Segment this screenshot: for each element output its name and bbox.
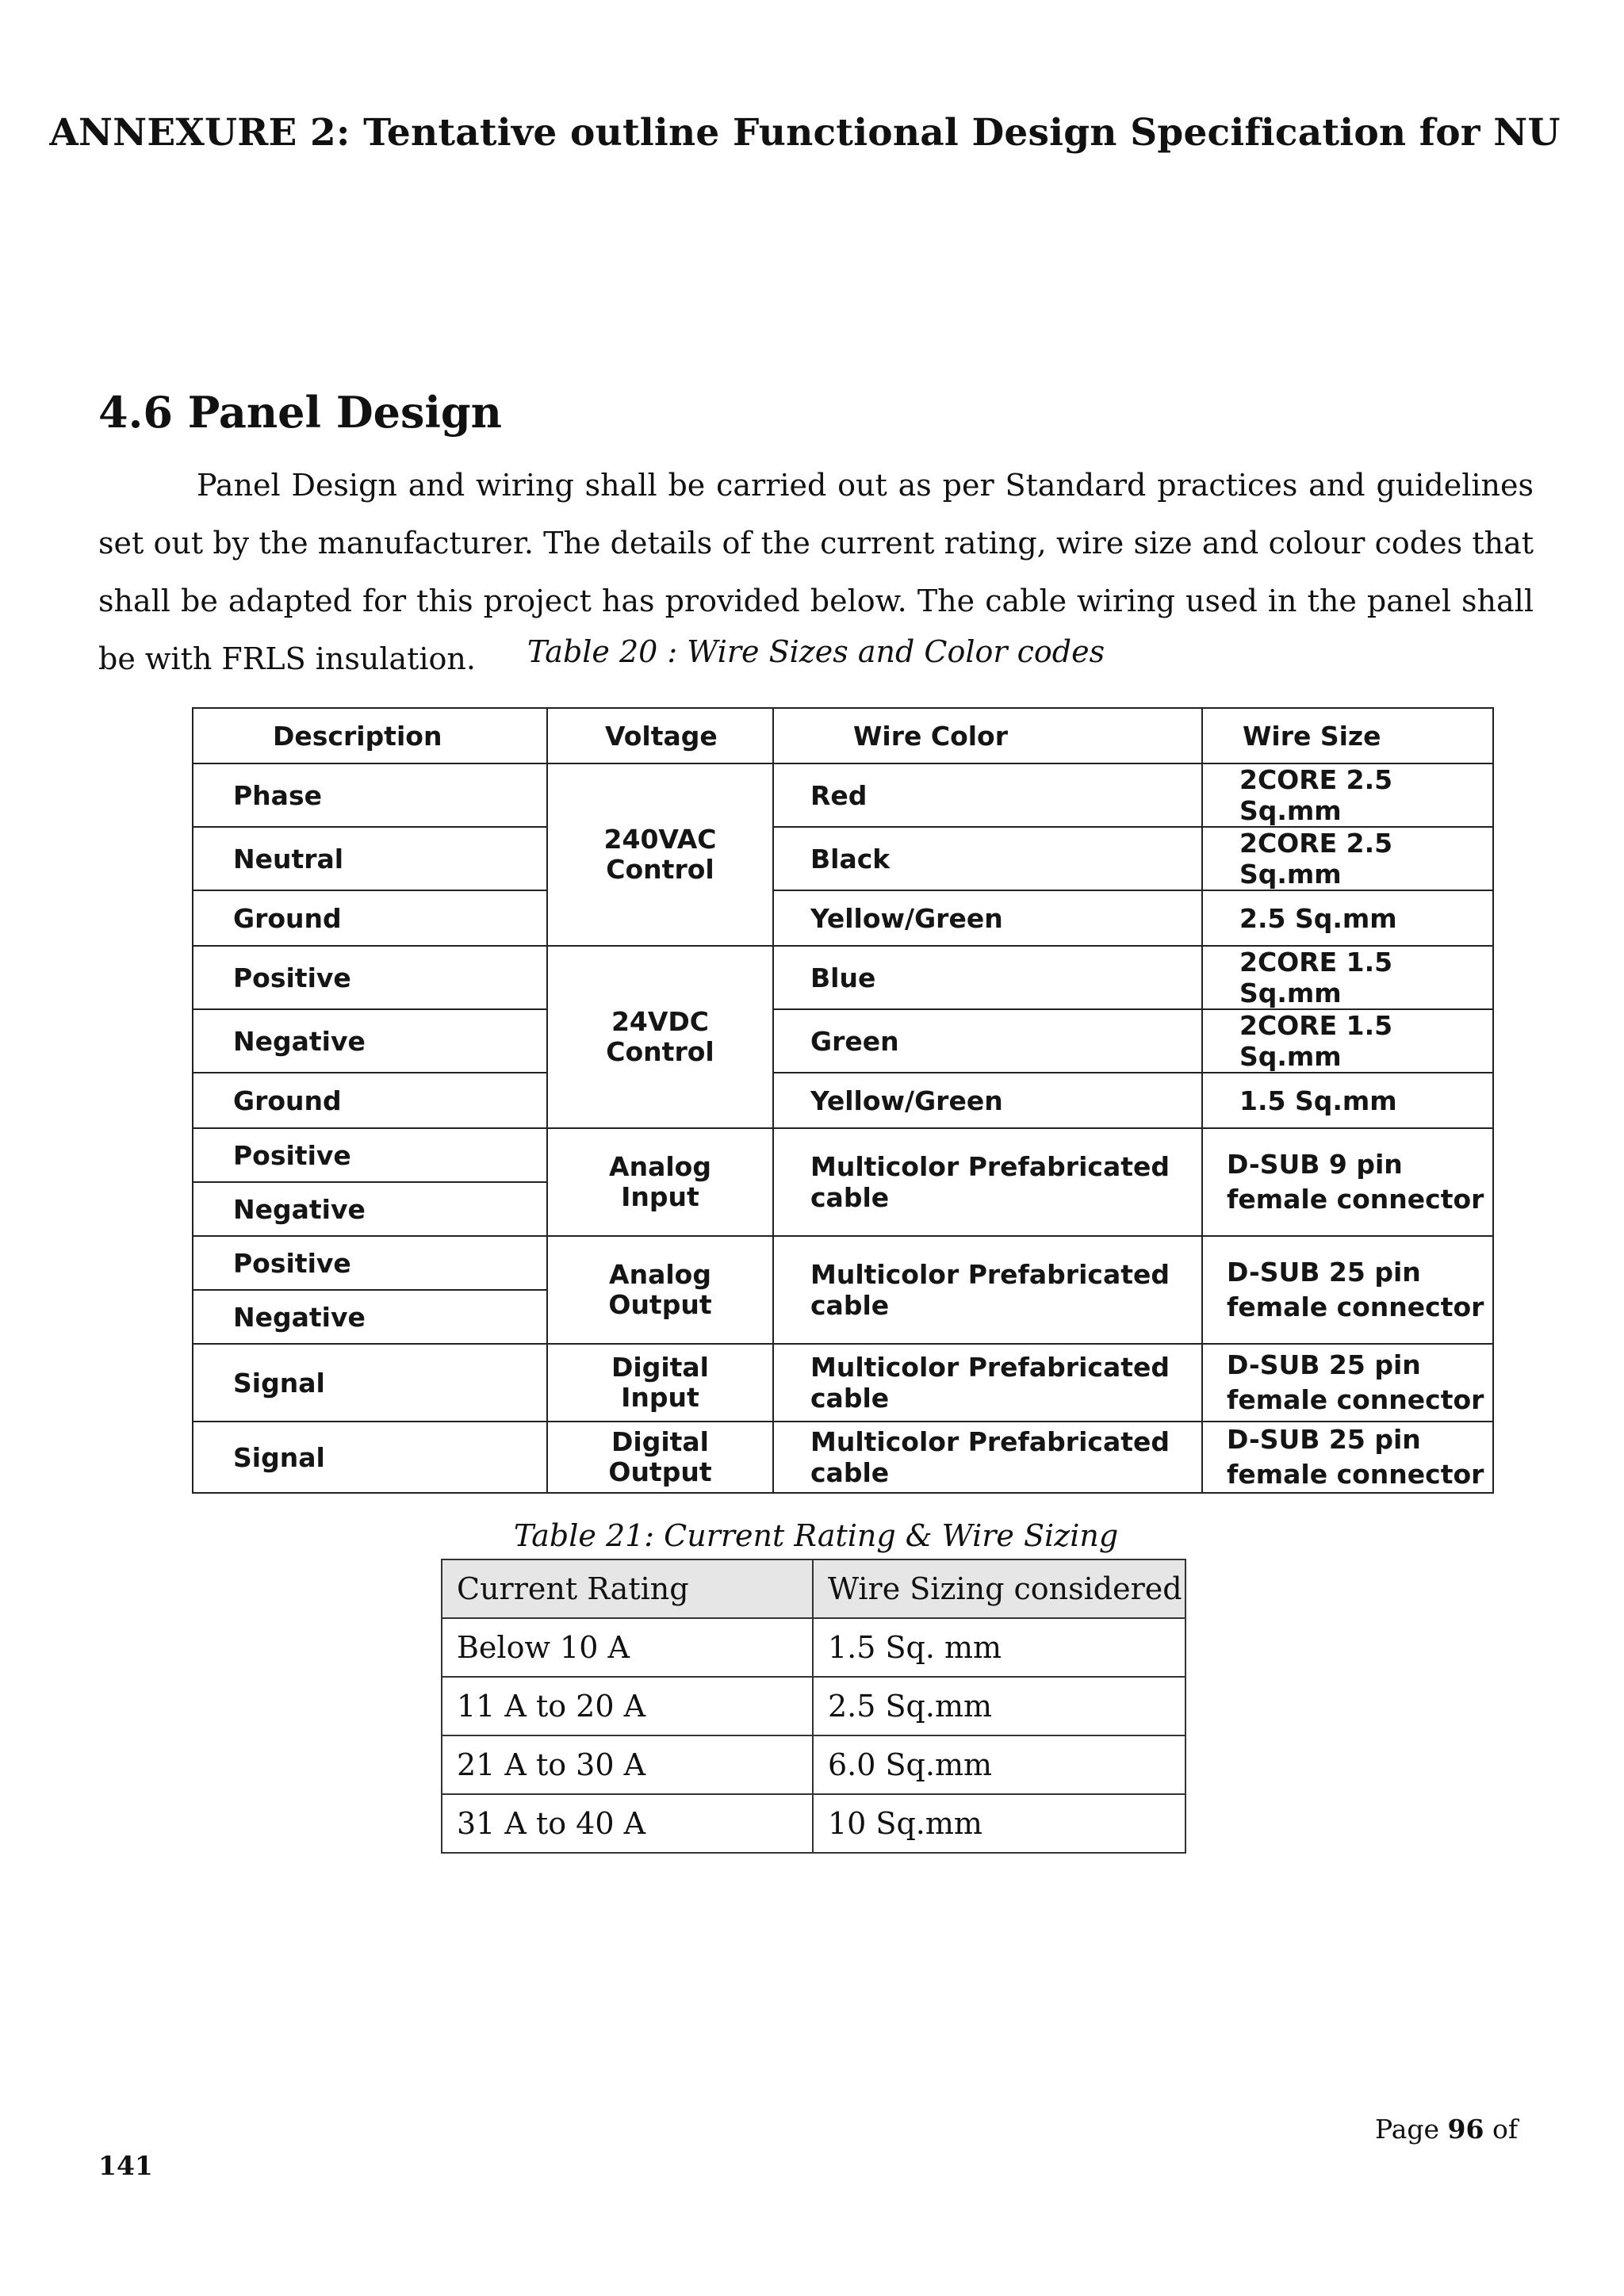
voltage-line: Digital [611,1426,709,1457]
cell-wire-color: Red [773,763,1202,827]
cell-description: Negative [193,1182,547,1236]
cell-wire-size: D-SUB 25 pin female connector [1202,1344,1493,1422]
cell-wire-color: Yellow/Green [773,890,1202,946]
table-row [193,763,1493,827]
cell-wire-size: D-SUB 9 pin female connector [1202,1128,1493,1236]
body-paragraph-text: Panel Design and wiring shall be carried out as per Standard practices and guidelines set out by the manufacturer. The details of the current rating, wire size and colour codes that shall be adapted for this project has provided below. The cable wiring used in the panel shall be with FRLS insulation. [98,468,1534,676]
voltage-line: Output [608,1456,712,1487]
page-number: 96 [1447,2114,1484,2145]
cell-voltage [547,763,773,946]
cell-wire-color: Yellow/Green [773,1073,1202,1128]
cell-description: Negative [193,1290,547,1344]
wire-sizes-table-body [193,763,1493,1493]
table-row [442,1794,1185,1853]
table-header-row [193,708,1493,763]
cell-wire-size: 2.5 Sq.mm [1202,890,1493,946]
table-row [193,946,1493,1009]
table-row [193,1128,1493,1182]
voltage-line: Input [621,1382,699,1413]
voltage-line: Analog [609,1259,711,1290]
current-rating-table-body [442,1618,1185,1853]
table-row [193,1073,1493,1128]
cell-wire-color: Multicolor Prefabricated cable [773,1344,1202,1422]
cell-description: Positive [193,1236,547,1290]
table-row [442,1618,1185,1677]
table-header-row [442,1559,1185,1618]
cell-description: Ground [193,890,547,946]
wire-sizes-table [192,707,1494,1494]
page-number-label [1375,2114,1518,2145]
table-row [193,1344,1493,1422]
header-voltage: Voltage [547,708,773,763]
voltage-line: Control [606,1036,714,1067]
voltage-line: 240VAC [603,824,717,855]
cell-description: Ground [193,1073,547,1128]
current-rating-table [441,1559,1186,1854]
cell-wire-size: 1.5 Sq.mm [1202,1073,1493,1128]
cell-wire-color: Green [773,1009,1202,1073]
section-heading: 4.6 Panel Design [98,387,502,438]
cell-wire-size: D-SUB 25 pin female connector [1202,1422,1493,1493]
cell-wire-color: Blue [773,946,1202,1009]
cell-wire-color: Multicolor Prefabricated cable [773,1236,1202,1344]
table-row [442,1735,1185,1794]
cell-wire-size: 2CORE 1.5 Sq.mm [1202,1009,1493,1073]
cell-current-rating: 31 A to 40 A [442,1794,813,1853]
cell-voltage [547,1344,773,1422]
cell-description: Phase [193,763,547,827]
cell-voltage [547,946,773,1128]
header-wire-color: Wire Color [773,708,1202,763]
cell-wire-sizing: 10 Sq.mm [813,1794,1185,1853]
cell-description: Positive [193,1128,547,1182]
cell-wire-sizing: 1.5 Sq. mm [813,1618,1185,1677]
page-prefix: Page [1375,2114,1448,2145]
cell-wire-sizing: 2.5 Sq.mm [813,1677,1185,1735]
voltage-line: Control [606,854,714,885]
voltage-line: Analog [609,1151,711,1182]
header-description: Description [193,708,547,763]
table-21-caption: Table 21: Current Rating & Wire Sizing [513,1518,1119,1553]
voltage-line: 24VDC [611,1006,710,1037]
header-wire-size: Wire Size [1202,708,1493,763]
cell-wire-size: 2CORE 2.5 Sq.mm [1202,763,1493,827]
cell-voltage [547,1236,773,1344]
header-current-rating: Current Rating [442,1559,813,1618]
page-suffix: of [1484,2114,1519,2145]
cell-wire-color: Multicolor Prefabricated cable [773,1422,1202,1493]
table-row [193,1236,1493,1290]
cell-description: Neutral [193,827,547,890]
cell-wire-color: Multicolor Prefabricated cable [773,1128,1202,1236]
cell-wire-color: Black [773,827,1202,890]
header-wire-sizing: Wire Sizing considered [813,1559,1185,1618]
voltage-line: Digital [611,1352,709,1383]
cell-voltage [547,1128,773,1236]
voltage-line: Input [621,1181,699,1212]
cell-description: Positive [193,946,547,1009]
table-row [193,1009,1493,1073]
voltage-line: Output [608,1289,712,1320]
cell-description: Signal [193,1344,547,1422]
cell-description: Negative [193,1009,547,1073]
cell-voltage [547,1422,773,1493]
table-row [442,1677,1185,1735]
cell-wire-size: D-SUB 25 pin female connector [1202,1236,1493,1344]
document-header: ANNEXURE 2: Tentative outline Functional Design Specification for NU [49,111,1561,155]
cell-wire-size: 2CORE 1.5 Sq.mm [1202,946,1493,1009]
cell-current-rating: Below 10 A [442,1618,813,1677]
page-total: 141 [98,2150,153,2181]
cell-wire-size: 2CORE 2.5 Sq.mm [1202,827,1493,890]
table-20-caption: Table 20 : Wire Sizes and Color codes [527,634,1105,669]
cell-current-rating: 21 A to 30 A [442,1735,813,1794]
cell-description: Signal [193,1422,547,1493]
table-row [193,1422,1493,1493]
cell-current-rating: 11 A to 20 A [442,1677,813,1735]
table-row [193,890,1493,946]
table-row [193,827,1493,890]
cell-wire-sizing: 6.0 Sq.mm [813,1735,1185,1794]
